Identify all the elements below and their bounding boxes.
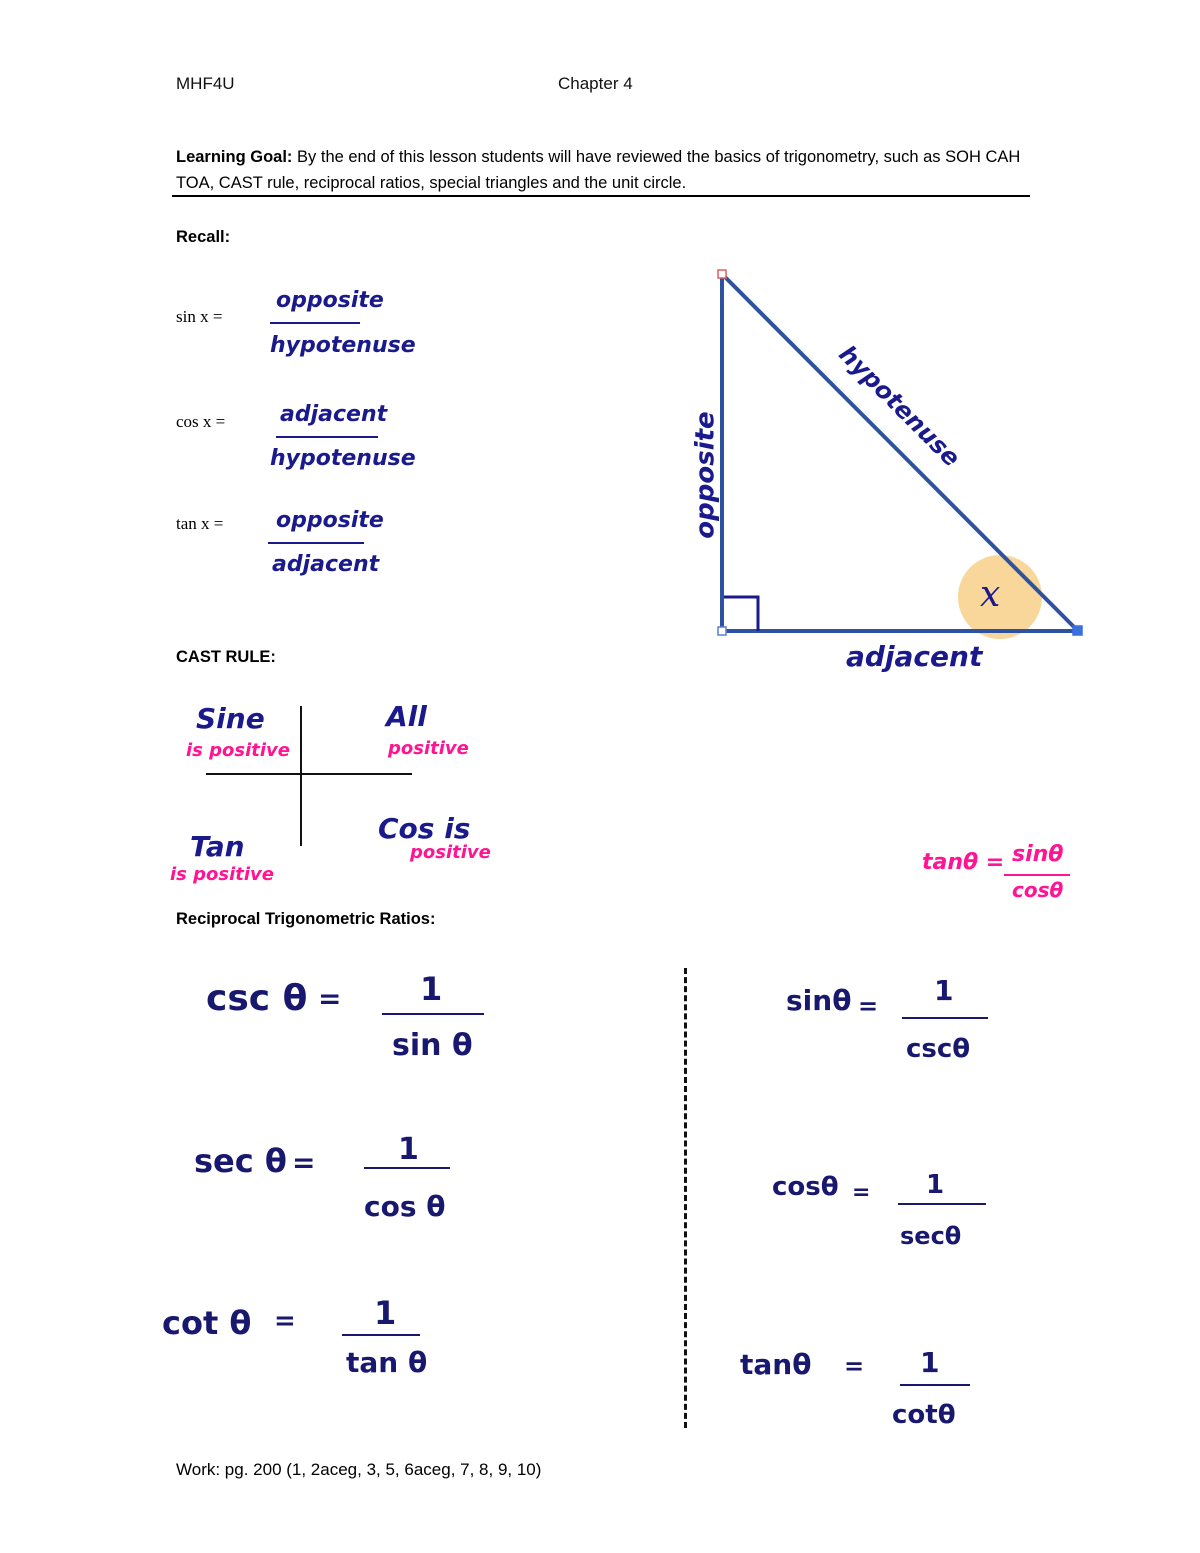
tan-numerator: opposite — [276, 508, 384, 533]
sin-reciprocal-bar — [902, 1017, 988, 1019]
cos-definition-lhs: cos x = — [176, 412, 226, 431]
reciprocal-label: Reciprocal Trigonometric Ratios: — [176, 910, 436, 928]
tan-identity-bar — [1004, 874, 1070, 876]
sin-definition-lhs: sin x = — [176, 307, 223, 326]
cast-q3-sub: is positive — [170, 864, 275, 885]
cast-q3-title: Tan — [190, 830, 245, 863]
csc-lhs: csc θ — [206, 978, 308, 1019]
column-divider — [684, 968, 687, 1428]
vertex-handle-corner — [718, 627, 726, 635]
learning-goal-text: By the end of this lesson students will have reviewed the basics of trigonometry, such as SOH CAH TOA, CAST rule, reciprocal ratios, special triangles and the unit circle. — [176, 148, 1021, 192]
homework-assignment: Work: pg. 200 (1, 2aceg, 3, 5, 6aceg, 7, 8, 9, 10) — [176, 1460, 542, 1479]
cos-numerator: adjacent — [280, 402, 388, 427]
cast-axis-vertical — [300, 706, 302, 846]
tan-identity-lhs: tanθ = — [922, 850, 1005, 875]
cast-axis-horizontal — [206, 773, 412, 775]
tan-denominator: adjacent — [272, 552, 380, 577]
tan-reciprocal-lhs: tanθ — [740, 1348, 812, 1381]
sin-reciprocal-num: 1 — [934, 974, 954, 1007]
triangle-label-adjacent: adjacent — [846, 640, 983, 673]
tan-reciprocal-equals: = — [844, 1352, 865, 1380]
tan-reciprocal-den: cotθ — [892, 1400, 956, 1430]
tan-definition-lhs: tan x = — [176, 514, 224, 533]
course-code: MHF4U — [176, 74, 235, 93]
sec-lhs: sec θ — [194, 1142, 287, 1180]
vertex-handle-right — [1073, 626, 1082, 635]
sin-reciprocal-lhs: sinθ — [786, 984, 852, 1017]
cos-reciprocal-equals: = — [852, 1180, 871, 1205]
sin-reciprocal-equals: = — [858, 992, 879, 1020]
cast-q2-sub: is positive — [186, 740, 291, 761]
tan-reciprocal-bar — [900, 1384, 970, 1386]
tan-identity-num: sinθ — [1012, 842, 1064, 867]
sin-denominator: hypotenuse — [270, 333, 416, 358]
triangle-label-hypotenuse: hypotenuse — [833, 339, 966, 473]
csc-bar — [382, 1013, 484, 1015]
sec-num: 1 — [398, 1132, 419, 1167]
recall-label: Recall: — [176, 228, 231, 246]
cot-equals: = — [274, 1306, 296, 1336]
sec-equals: = — [292, 1146, 316, 1179]
learning-goal-label: Learning Goal: — [176, 148, 293, 166]
tan-identity-den: cosθ — [1012, 878, 1064, 902]
csc-num: 1 — [420, 970, 443, 1008]
cos-reciprocal-num: 1 — [926, 1170, 945, 1200]
cot-lhs: cot θ — [162, 1304, 252, 1342]
csc-den: sin θ — [392, 1028, 473, 1063]
sin-numerator: opposite — [276, 288, 384, 313]
chapter-title: Chapter 4 — [558, 74, 633, 93]
tan-reciprocal-num: 1 — [920, 1346, 940, 1379]
cot-num: 1 — [374, 1294, 397, 1332]
right-angle-marker — [724, 597, 758, 631]
cast-q1-title: All — [386, 700, 427, 733]
angle-label-x: x — [980, 574, 1001, 615]
cos-denominator: hypotenuse — [270, 446, 416, 471]
cast-q4-sub: positive — [410, 842, 491, 863]
cast-q2-title: Sine — [196, 702, 265, 735]
cast-rule-label: CAST RULE: — [176, 648, 276, 666]
sin-reciprocal-den: cscθ — [906, 1034, 971, 1064]
csc-equals: = — [318, 982, 342, 1015]
cos-reciprocal-lhs: cosθ — [772, 1172, 839, 1202]
cot-bar — [342, 1334, 420, 1336]
triangle-hypotenuse-side — [722, 274, 1078, 631]
vertex-handle-top — [718, 270, 726, 278]
cast-q1-sub: positive — [388, 738, 469, 759]
cot-den: tan θ — [346, 1346, 428, 1379]
cast-q4-title: Cos is — [378, 812, 471, 845]
triangle-label-opposite: opposite — [690, 411, 721, 539]
sec-bar — [364, 1167, 450, 1169]
sec-den: cos θ — [364, 1190, 446, 1223]
cos-reciprocal-den: secθ — [900, 1222, 962, 1250]
cos-reciprocal-bar — [898, 1203, 986, 1205]
